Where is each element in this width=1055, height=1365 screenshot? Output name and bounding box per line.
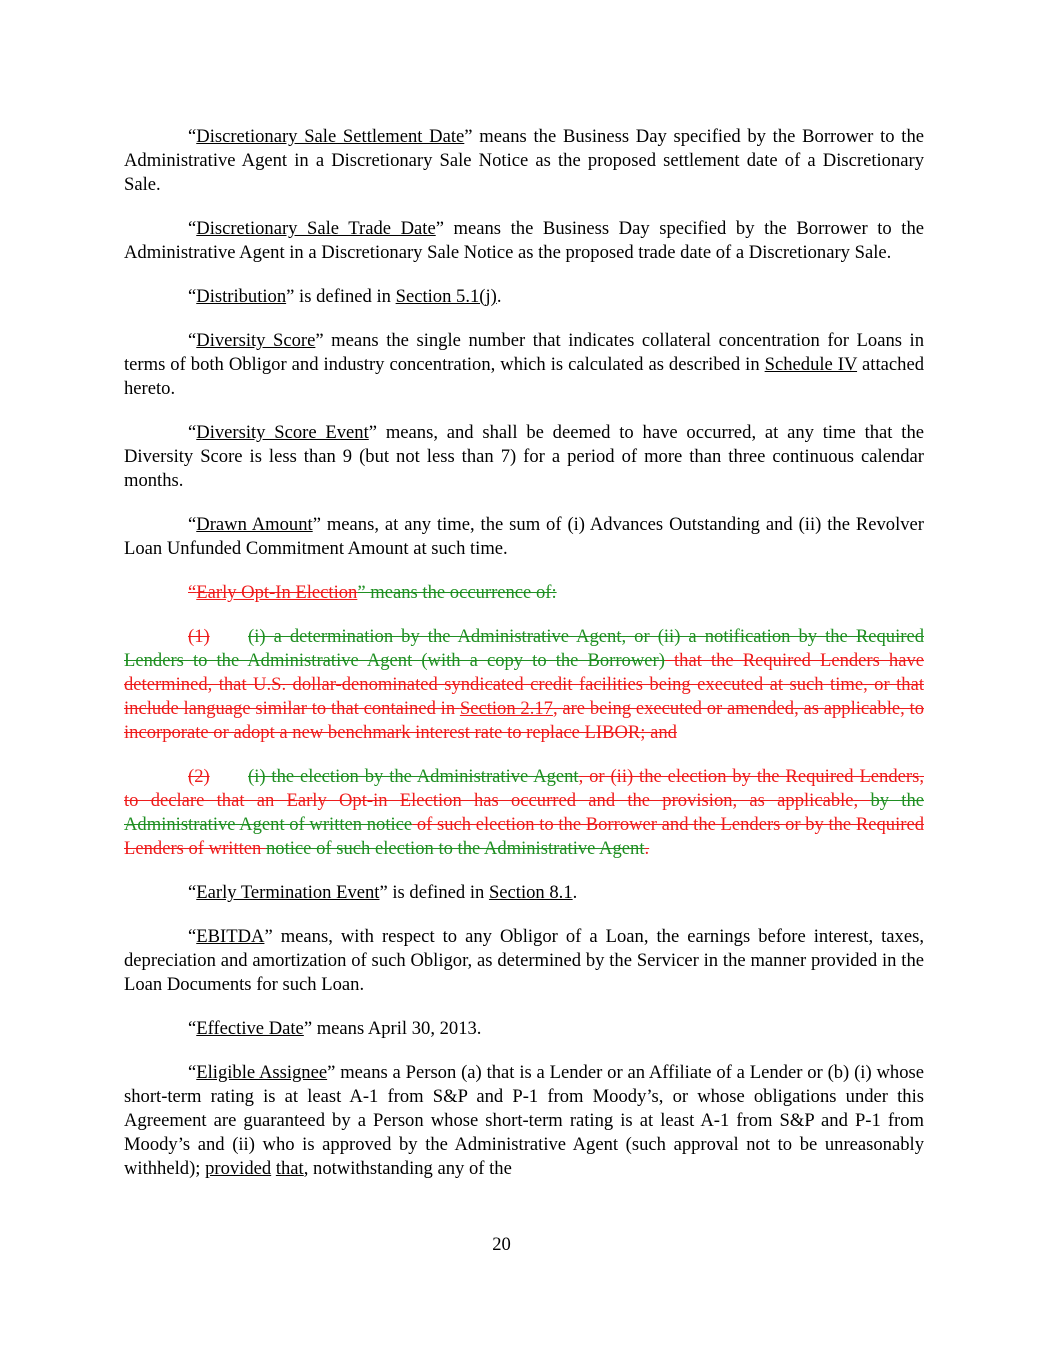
defined-term: Early Termination Event: [196, 882, 380, 903]
deleted-text-red: , are being executed or amended, as applicable, to incorporate or adopt a new benchmark interest rate to replace LIBOR; and: [124, 698, 924, 743]
clause-number: (1): [188, 626, 210, 647]
deleted-clause-1: [124, 625, 924, 745]
deleted-clause-2: [124, 765, 924, 861]
section-reference: Section 5.1(j): [395, 286, 497, 307]
defined-term: Distribution: [196, 286, 287, 307]
open-quote: “: [188, 1018, 197, 1039]
definition-diversity-score-event: [124, 421, 924, 493]
definition-text: ” is defined in: [379, 882, 489, 903]
definition-text: ” means, and shall be deemed to have occurred, at any time that the Diversity Score is less than 9 (but not less than 7) for a period of more than three continuous calendar months.: [124, 422, 924, 491]
definition-eligible-assignee: [124, 1061, 924, 1181]
defined-term: Eligible Assignee: [196, 1062, 328, 1083]
defined-term: Diversity Score Event: [196, 422, 369, 443]
open-quote: “: [188, 882, 197, 903]
definition-discretionary-sale-settlement-date: [124, 125, 924, 197]
definition-discretionary-sale-trade-date: [124, 217, 924, 265]
definition-text: ” means the Business Day specified by the Borrower to the Administrative Agent in a Discretionary Sale Notice as the proposed settlement date of a Discretionary Sale.: [124, 126, 925, 195]
definition-text: ” is defined in: [286, 286, 396, 307]
definition-text: ” means the Business Day specified by the Borrower to the Administrative Agent in a Discretionary Sale Notice as the proposed trade date of a Discretionary Sale.: [124, 218, 924, 263]
deleted-text-green: by the Administrative Agent of written notice: [124, 790, 924, 835]
deleted-text-green: (i) a determination by the Administrative Agent, or (ii) a notification by the Required Lenders to the Administrative Agent (with a copy to the Borrower): [124, 626, 924, 671]
page-content: [124, 125, 924, 1181]
open-quote: “: [188, 422, 197, 443]
deleted-text-green: notice of such election to the Administrative Agent: [266, 838, 645, 859]
deleted-text-green: (i) the election by the Administrative Agent: [248, 766, 579, 787]
open-quote: “: [188, 330, 197, 351]
defined-term: Drawn Amount: [196, 514, 313, 535]
definition-text: , notwithstanding any of the: [303, 1158, 512, 1179]
definition-end: attached hereto.: [124, 354, 924, 399]
definition-text: ” means, with respect to any Obligor of a Loan, the earnings before interest, taxes, depreciation and amortization of such Obligor, as determined by the Servicer in the manner provided in the Loan Documents for such Loan.: [124, 926, 924, 995]
definition-end: .: [496, 286, 502, 307]
definition-text: ” means a Person (a) that is a Lender or an Affiliate of a Lender or (b) (i) whose short-term rating is at least A-1 from S&P and P-1 from Moody’s, or whose obligations under this Agreement are guaranteed by a Person whose short-term rating is at least A-1 from S&P and P-1 from Moody’s and (ii) who is approved by the Administrative Agent (such approval not to be unreasonably withheld);: [124, 1062, 924, 1179]
deleted-text-red: that the Required Lenders have determined, that U.S. dollar-denominated syndicated credit facilities being executed at such time, or that include language similar to that contained in: [124, 650, 925, 719]
open-quote: “: [188, 286, 197, 307]
deleted-open-quote: “: [188, 582, 197, 603]
definition-end: .: [572, 882, 578, 903]
defined-term: Discretionary Sale Trade Date: [196, 218, 436, 239]
deleted-text-red: , to declare that an Early Opt-in Election has occurred and the provision, as applicable,: [124, 766, 924, 811]
section-reference: Section 8.1: [488, 882, 573, 903]
definition-text: ” means the single number that indicates collateral concentration for Loans in terms of both Obligor and industry concentration, which is calculated as described in: [124, 330, 925, 375]
defined-term: EBITDA: [196, 926, 265, 947]
deleted-text-red: , or (ii) the election by the Required Lenders: [578, 766, 920, 787]
deleted-definition-text: ” means the occurrence of:: [357, 582, 557, 603]
definition-distribution: [124, 285, 924, 309]
definition-text: ” means, at any time, the sum of (i) Advances Outstanding and (ii) the Revolver Loan Unfunded Commitment Amount at such time.: [124, 514, 924, 559]
open-quote: “: [188, 126, 197, 147]
definition-drawn-amount: [124, 513, 924, 561]
definition-diversity-score: [124, 329, 924, 401]
open-quote: “: [188, 1062, 197, 1083]
clause-number: (2): [188, 766, 210, 787]
defined-term: Effective Date: [196, 1018, 304, 1039]
proviso-that: that: [275, 1158, 304, 1179]
open-quote: “: [188, 926, 197, 947]
definition-early-termination-event: [124, 881, 924, 905]
defined-term: Diversity Score: [196, 330, 316, 351]
schedule-reference: Schedule IV: [764, 354, 858, 375]
definition-effective-date: [124, 1017, 924, 1041]
page-number: 20: [492, 1234, 511, 1255]
deleted-definition-early-opt-in-election: [124, 581, 924, 605]
defined-term: Discretionary Sale Settlement Date: [196, 126, 465, 147]
open-quote: “: [188, 514, 197, 535]
deleted-defined-term: Early Opt-In Election: [196, 582, 358, 603]
definition-ebitda: [124, 925, 924, 997]
open-quote: “: [188, 218, 197, 239]
definition-text: ” means April 30, 2013.: [303, 1018, 482, 1039]
deleted-section-reference: Section 2.17: [459, 698, 553, 719]
deleted-text-red: of such election to the Borrower and the Lenders or by the Required Lenders of written: [124, 814, 925, 859]
deleted-text-red: .: [644, 838, 650, 859]
proviso-provided: provided: [205, 1158, 272, 1179]
